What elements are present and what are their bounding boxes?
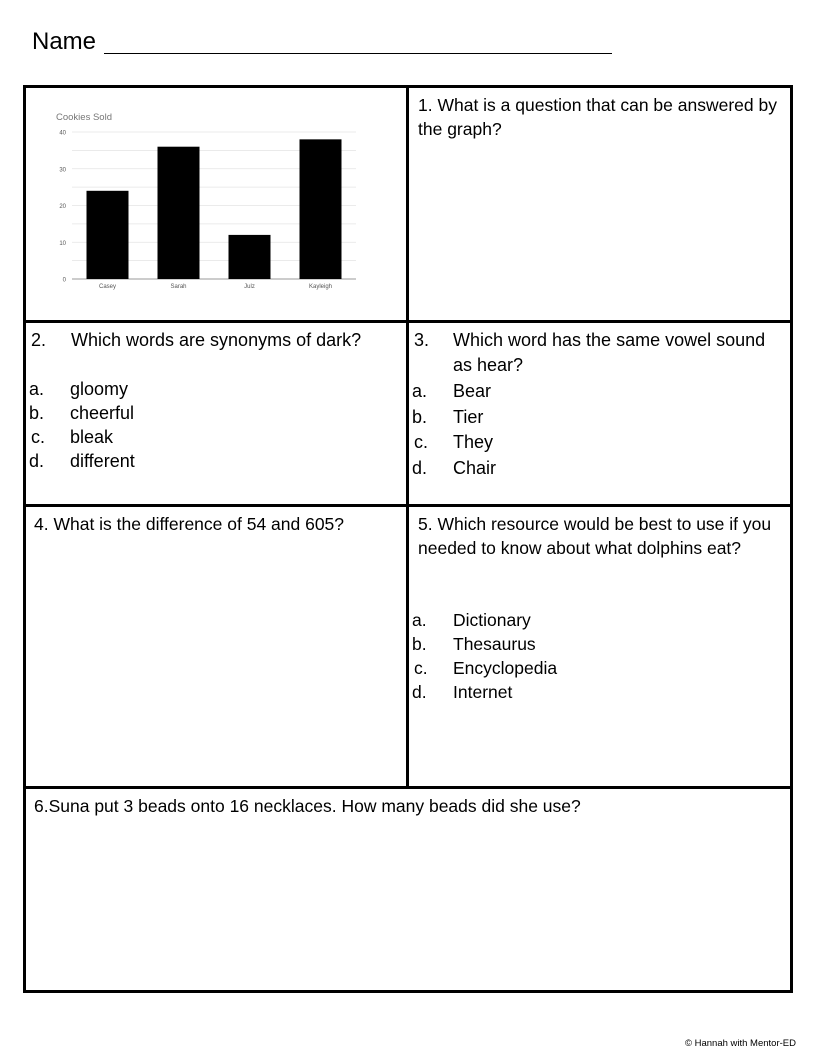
option-letter: b. [412,634,427,654]
option-text: cheerful [70,403,135,423]
chart-title: Cookies Sold [56,112,112,123]
chart-bar-kayleigh [300,139,342,279]
chart-y-tick-label: 40 [59,130,66,137]
chart-x-label: Kayleigh [308,284,333,290]
question-3-text: Which word has the same vowel sound as hear? [453,330,766,375]
option-letter: c. [414,432,429,452]
chart-x-labels [99,284,332,290]
answer-area-1[interactable] [418,150,778,310]
option-letter: a. [29,379,45,399]
name-label: Name [32,28,97,55]
grid-border-bottom [23,990,793,993]
option-text: They [453,432,494,452]
option-text: different [70,451,135,471]
option-text: gloomy [70,379,129,399]
chart-bar-julz [229,235,271,279]
chart-bar-casey [87,191,129,279]
question-2-text: Which words are synonyms of dark? [71,330,362,350]
chart-y-ticks [59,131,66,284]
option-letter: d. [29,451,45,471]
option-letter: d. [412,458,428,478]
grid-border-left [23,85,26,993]
option-text: Internet [453,682,513,702]
option-letter: a. [412,381,428,401]
chart-bars [87,139,342,279]
answer-area-4[interactable] [34,545,399,775]
option-text: Tier [453,407,484,427]
grid-column-divider [406,85,409,788]
option-letter: d. [412,682,427,702]
chart-y-tick-label: 30 [59,167,66,174]
name-underline[interactable] [104,53,612,54]
option-letter: a. [412,610,427,630]
question-4: 4. What is the difference of 54 and 605? [34,514,345,534]
question-3-number: 3. [414,330,430,350]
answer-area-6[interactable] [34,826,774,981]
option-letter: c. [31,427,46,447]
option-letter: b. [29,403,45,423]
name-field[interactable] [32,26,592,60]
chart-y-tick-label: 10 [59,240,66,247]
option-letter: c. [414,658,428,678]
cookies-sold-bar-chart [40,103,370,298]
option-text: Encyclopedia [453,658,558,678]
chart-y-tick-label: 20 [59,204,66,210]
option-letter: b. [412,407,428,427]
chart-x-label: Casey [98,284,117,290]
option-text: Chair [453,458,497,478]
option-text: Bear [453,381,492,401]
copyright-credit: © Hannah with Mentor-ED [684,1038,796,1049]
chart-bar-sarah [158,147,200,279]
question-5-text: 5. Which resource would be best to use if you needed to know about what dolphins eat? [418,514,772,558]
chart-x-label: Julz [244,284,255,290]
chart-x-label: Sarah [170,284,187,290]
option-text: Thesaurus [453,634,536,654]
chart-y-tick-label: 0 [62,277,66,284]
question-2-number: 2. [31,330,47,350]
grid-border-right [790,85,793,993]
option-text: Dictionary [453,610,531,630]
question-1: 1. What is a question that can be answered by the graph? [418,95,777,139]
option-text: bleak [70,427,114,447]
question-6: 6.Suna put 3 beads onto 16 necklaces. How many beads did she use? [34,796,581,816]
